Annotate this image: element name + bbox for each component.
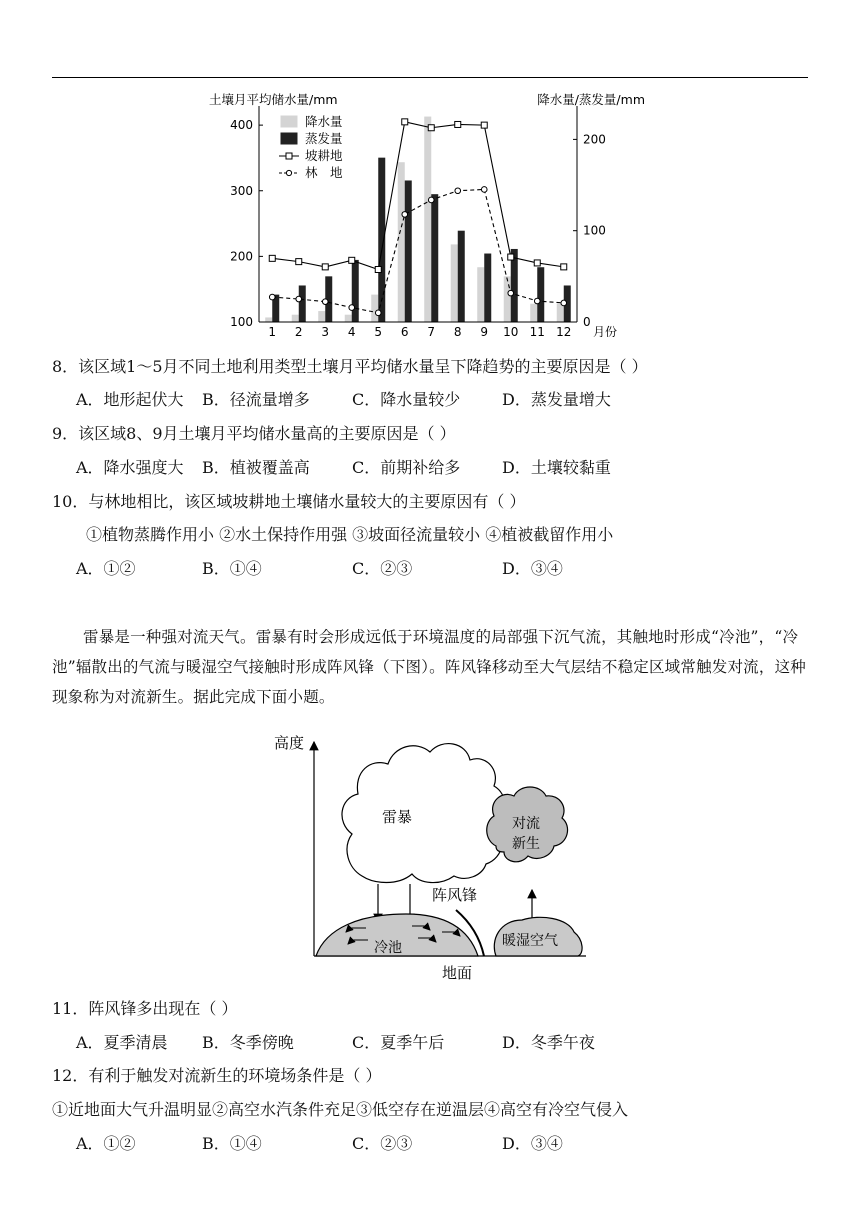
question-11-options: [0, 1032, 860, 1056]
x-tick-label: 5: [374, 325, 383, 339]
point-sloping-farmland: [561, 264, 567, 270]
x-tick-label: 4: [347, 325, 356, 339]
bar-precipitation: [451, 244, 458, 322]
bar-precipitation: [557, 304, 564, 322]
point-forest-land: [322, 299, 328, 305]
point-sloping-farmland: [296, 259, 302, 265]
q9-option-b[interactable]: B．植被覆盖高: [202, 458, 310, 477]
cold-pool-label: 冷池: [374, 940, 402, 956]
point-forest-land: [508, 290, 514, 296]
point-forest-land: [561, 300, 567, 306]
legend-swatch: [281, 133, 297, 144]
q12-option-d[interactable]: D．③④: [502, 1134, 563, 1153]
point-sloping-farmland: [402, 119, 408, 125]
legend-swatch: [281, 116, 297, 127]
q12-option-b[interactable]: B．①④: [202, 1134, 262, 1153]
bar-precipitation: [371, 295, 378, 322]
top-rule: [52, 77, 808, 78]
q8-option-b[interactable]: B．径流量增多: [202, 390, 310, 409]
point-forest-land: [455, 188, 461, 194]
q12-option-a[interactable]: A．①②: [76, 1134, 136, 1153]
right-tick-label: 0: [583, 315, 591, 329]
q12-option-c[interactable]: C．②③: [352, 1134, 413, 1153]
bar-evaporation: [378, 158, 385, 322]
left-axis-label: 土壤月平均储水量/mm: [209, 92, 338, 107]
gust-front-label: 阵风锋: [432, 886, 478, 904]
bar-precipitation: [318, 311, 325, 322]
q10-option-a[interactable]: A．①②: [76, 559, 136, 578]
legend-label: 坡耕地: [305, 148, 343, 163]
convection-label-line2: 新生: [512, 836, 540, 852]
question-8-stem: 8．该区域1～5月不同土地利用类型土壤月平均储水量呈下降趋势的主要原因是（ ）: [52, 357, 648, 376]
bar-precipitation: [477, 267, 484, 322]
warm-moist-air-label: 暖湿空气: [502, 933, 558, 949]
reading-passage: 雷暴是一种强对流天气。雷暴有时会形成远低于环境温度的局部强下沉气流，其触地时形成“冷池”，“冷池”辐散出的气流与暖湿空气接触时形成阵风锋（下图）。阵风锋移动至大气层结不稳定区域常触发对流，这种现象称为对流新生。据此完成下面小题。: [52, 628, 806, 706]
question-10-options: [0, 558, 860, 582]
legend-label: 蒸发量: [305, 131, 343, 146]
bar-precipitation: [292, 315, 299, 322]
question-9-options: [0, 457, 860, 481]
bar-evaporation: [537, 267, 544, 322]
q10-option-d[interactable]: D．③④: [502, 559, 563, 578]
q10-option-b[interactable]: B．①④: [202, 559, 262, 578]
point-sloping-farmland: [455, 121, 461, 127]
point-sloping-farmland: [481, 122, 487, 128]
q11-option-a[interactable]: A．夏季清晨: [76, 1033, 168, 1052]
point-forest-land: [349, 305, 355, 311]
x-tick-label: 10: [503, 325, 519, 339]
q8-option-d[interactable]: D．蒸发量增大: [502, 390, 611, 409]
bar-evaporation: [299, 285, 306, 322]
point-forest-land: [269, 294, 275, 300]
question-11-stem: 11．阵风锋多出现在（ ）: [52, 999, 238, 1018]
bar-evaporation: [352, 260, 359, 322]
point-sloping-farmland: [349, 257, 355, 263]
legend-marker: [286, 153, 292, 159]
q11-option-c[interactable]: C．夏季午后: [352, 1033, 445, 1052]
question-12-stem: 12．有利于触发对流新生的环境场条件是（ ）: [52, 1066, 382, 1085]
point-sloping-farmland: [508, 254, 514, 260]
bar-precipitation: [345, 315, 352, 322]
x-tick-label: 8: [453, 325, 462, 339]
thunderstorm-label: 雷暴: [382, 808, 413, 826]
question-8-options: [0, 389, 860, 413]
question-10-stem: 10．与林地相比，该区域坡耕地土壤储水量较大的主要原因有（ ）: [52, 492, 526, 511]
q8-option-c[interactable]: C．降水量较少: [352, 390, 461, 409]
x-tick-label: 3: [321, 325, 330, 339]
q9-option-c[interactable]: C．前期补给多: [352, 458, 461, 477]
bar-precipitation: [424, 117, 431, 322]
q10-option-c[interactable]: C．②③: [352, 559, 413, 578]
point-sloping-farmland: [428, 125, 434, 131]
gust-front-diagram: [270, 728, 590, 986]
q9-option-a[interactable]: A．降水强度大: [76, 458, 184, 477]
bar-precipitation: [504, 276, 511, 322]
point-sloping-farmland: [322, 264, 328, 270]
left-tick-label: 300: [230, 183, 253, 198]
right-axis-label: 降水量/蒸发量/mm: [537, 92, 645, 107]
left-tick-label: 200: [230, 249, 253, 264]
question-10-items: ①植物蒸腾作用小 ②水土保持作用强 ③坡面径流量较小 ④植被截留作用小: [86, 525, 614, 544]
q8-option-a[interactable]: A．地形起伏大: [76, 390, 184, 409]
right-tick-label: 100: [583, 223, 606, 238]
bar-evaporation: [484, 254, 491, 322]
legend-marker: [286, 170, 291, 175]
q9-option-d[interactable]: D．土壤较黏重: [502, 458, 611, 477]
ground-label: 地面: [442, 964, 473, 982]
x-tick-label: 12: [556, 325, 572, 339]
right-tick-label: 200: [583, 132, 606, 147]
bar-precipitation: [265, 317, 272, 322]
q11-option-b[interactable]: B．冬季傍晚: [202, 1033, 294, 1052]
question-12-options: [0, 1133, 860, 1157]
legend-label: 林 地: [305, 165, 343, 180]
point-sloping-farmland: [534, 260, 540, 266]
x-tick-label: 11: [529, 325, 545, 339]
bar-precipitation: [530, 304, 537, 322]
legend-label: 降水量: [305, 114, 343, 129]
point-sloping-farmland: [375, 267, 381, 273]
bar-evaporation: [458, 231, 465, 322]
soil-water-chart: [205, 88, 645, 346]
x-tick-label: 6: [400, 325, 409, 339]
point-sloping-farmland: [269, 255, 275, 261]
left-tick-label: 400: [230, 118, 253, 133]
point-forest-land: [428, 197, 434, 203]
x-tick-label: 2: [294, 325, 303, 339]
point-forest-land: [534, 298, 540, 304]
question-12-items: ①近地面大气升温明显②高空水汽条件充足③低空存在逆温层④高空有冷空气侵入: [52, 1100, 629, 1119]
bar-evaporation: [431, 194, 438, 322]
question-9-stem: 9．该区域8、9月土壤月平均储水量高的主要原因是（ ）: [52, 424, 456, 443]
bar-evaporation: [405, 180, 412, 322]
left-tick-label: 100: [230, 315, 253, 329]
point-forest-land: [402, 212, 408, 218]
x-tick-label: 9: [480, 325, 489, 339]
bar-precipitation: [398, 162, 405, 322]
line-forest-land: [272, 189, 564, 312]
thunderstorm-cloud: [342, 744, 505, 883]
convection-label-line1: 对流: [512, 816, 540, 832]
q11-option-d[interactable]: D．冬季午夜: [502, 1033, 595, 1052]
point-forest-land: [481, 187, 487, 193]
point-forest-land: [296, 296, 302, 302]
x-unit-label: 月份: [593, 325, 618, 339]
point-forest-land: [375, 310, 381, 316]
x-tick-label: 1: [268, 325, 277, 339]
height-axis-label: 高度: [274, 734, 305, 752]
x-tick-label: 7: [427, 325, 436, 339]
